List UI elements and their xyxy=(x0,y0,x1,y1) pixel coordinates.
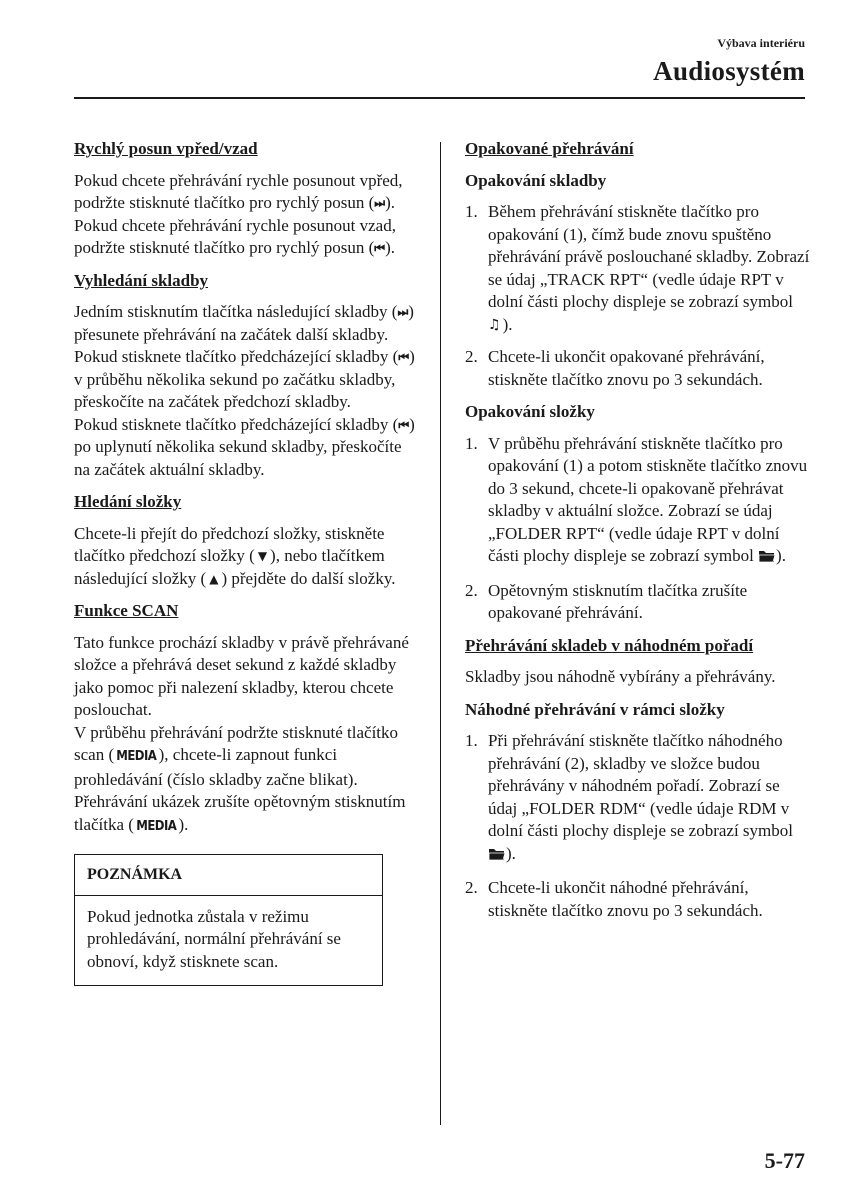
folder-random-steps xyxy=(465,730,810,922)
left-column xyxy=(74,138,419,986)
step-text-end: ). xyxy=(776,546,786,565)
scan-text-2a: V průběhu přehrávání podržte stisknuté tlačítko scan ( xyxy=(74,722,399,764)
step-text: Chcete-li ukončit náhodné přehrávání, stiskněte tlačítko znovu po 3 sekundách. xyxy=(488,878,763,920)
step-text-end: ). xyxy=(506,843,516,863)
page-number: 5-77 xyxy=(764,1148,805,1173)
scan-text xyxy=(74,632,419,839)
heading-scan: Funkce SCAN xyxy=(74,601,179,620)
step-text: Při přehrávání stiskněte tlačítko náhodného přehrávání (2), skladby ve složce budou přehrávány v náhodném pořadí. Zobrazí se údaj „FOLDER RDM“ (vedle údaje RDM v dolní části plochy displeje se zobrazí symbol xyxy=(488,731,793,840)
random-intro: Skladby jsou náhodně vybírány a přehrávány. xyxy=(465,667,776,686)
media-button-icon: MEDIA xyxy=(116,749,157,764)
folder-down-icon: ▼ xyxy=(257,549,268,563)
music-note-icon: ♫ xyxy=(488,316,501,333)
subheading-folder-random: Náhodné přehrávání v rámci složky xyxy=(465,699,725,719)
subheading-track-repeat: Opakování skladby xyxy=(465,170,607,190)
list-item xyxy=(465,433,810,570)
scan-text-2c: ). xyxy=(178,814,189,834)
search-text-1b: ) přesunete přehrávání na začátek další skladby. xyxy=(74,302,414,344)
heading-random: Přehrávání skladeb v náhodném pořadí xyxy=(465,635,754,655)
prev-track-icon: ⏮ xyxy=(374,241,384,255)
folder-text-1b: ), nebo tlačítkem následující složky ( xyxy=(74,546,385,588)
list-item xyxy=(465,346,810,391)
note-body: Pokud jednotka zůstala v režimu prohledávání, normální přehrávání se obnoví, když stisknete scan. xyxy=(87,906,341,971)
step-number: 2. xyxy=(465,347,478,366)
folder-text-1c: ) přejděte do další složky. xyxy=(221,568,396,588)
step-number: 2. xyxy=(465,580,478,600)
search-text-3a: Pokud stisknete tlačítko předcházející skladby ( xyxy=(74,414,399,434)
header-rule xyxy=(74,97,805,99)
list-item xyxy=(465,201,810,336)
prev-track-icon: ⏮ xyxy=(398,350,408,364)
right-column xyxy=(465,138,810,932)
folder-repeat-steps xyxy=(465,433,810,625)
header-section: Výbava interiéru xyxy=(717,36,805,50)
step-text-end: ). xyxy=(502,314,513,334)
track-repeat-steps xyxy=(465,201,810,391)
next-track-icon: ⏭ xyxy=(374,196,384,210)
step-text: V průběhu přehrávání stiskněte tlačítko pro opakování (1) a potom stiskněte tlačítko znovu do 3 sekund, chcete-li opakovaně přehrávat skladby v aktuální složce. Zobrazí se údaj „FOLDER RPT“ (vedle údaje RPT v dolní části plochy displeje se zobrazí symbol xyxy=(488,433,808,565)
list-item xyxy=(465,877,810,922)
next-track-icon: ⏭ xyxy=(397,305,407,319)
step-text: Během přehrávání stiskněte tlačítko pro opakování (1), čímž bude znovu spuštěno přehrávání právě poslouchané skladby. Zobrazí se údaj „TRACK RPT“ (vedle údaje RPT v dolní části plochy displeje se zobrazí symbol xyxy=(488,202,810,311)
list-item xyxy=(465,730,810,867)
scan-text-2b: ), chcete-li zapnout funkci prohledávání (číslo skladby začne blikat). Přehrávání ukázek zrušíte opětovným stisknutím tlačítka ( xyxy=(74,745,406,834)
search-text-1a: Jedním stisknutím tlačítka následující skladby ( xyxy=(74,302,398,321)
ff-text-2b: ). xyxy=(385,238,396,257)
search-text-2b: ) v průběhu několika sekund po začátku skladby, přeskočíte na začátek předchozí skladby. xyxy=(74,347,415,411)
folder-text-1a: Chcete-li přejít do předchozí složky, stiskněte tlačítko předchozí složky ( xyxy=(74,523,385,565)
list-item xyxy=(465,580,810,625)
ff-text-1a: Pokud chcete přehrávání rychle posunout vpřed, podržte stisknuté tlačítko pro rychlý posun ( xyxy=(74,170,403,212)
step-number: 1. xyxy=(465,731,478,750)
step-number: 1. xyxy=(465,433,478,453)
heading-track-search: Vyhledání skladby xyxy=(74,270,209,290)
note-heading: POZNÁMKA xyxy=(75,855,382,896)
folder-search-text xyxy=(74,523,419,591)
search-text-3b: ) po uplynutí několika sekund skladby, přeskočíte na začátek aktuální skladby. xyxy=(74,414,415,479)
step-number: 1. xyxy=(465,202,478,221)
folder-icon xyxy=(758,547,776,570)
ff-text-1b: ). xyxy=(385,193,396,212)
column-divider xyxy=(440,142,441,1125)
subheading-folder-repeat: Opakování složky xyxy=(465,402,595,421)
note-box xyxy=(74,854,383,986)
fast-forward-text xyxy=(74,170,419,260)
search-text-2a: Pokud stisknete tlačítko předcházející skladby ( xyxy=(74,347,399,366)
folder-up-icon: ▲ xyxy=(209,571,219,586)
heading-repeat: Opakované přehrávání xyxy=(465,139,634,158)
step-number: 2. xyxy=(465,878,478,897)
step-text: Chcete-li ukončit opakované přehrávání, stiskněte tlačítko znovu po 3 sekundách. xyxy=(488,347,765,389)
heading-fast-forward: Rychlý posun vpřed/vzad xyxy=(74,139,258,158)
prev-track-icon: ⏮ xyxy=(398,417,408,432)
page-title: Audiosystém xyxy=(653,56,805,86)
ff-text-2a: Pokud chcete přehrávání rychle posunout vzad, podržte stisknuté tlačítko pro rychlý posun ( xyxy=(74,215,396,257)
heading-folder-search: Hledání složky xyxy=(74,492,182,511)
media-button-icon: MEDIA xyxy=(136,818,177,834)
step-text: Opětovným stisknutím tlačítka zrušíte opakované přehrávání. xyxy=(488,580,748,622)
folder-icon xyxy=(488,845,506,868)
scan-text-1: Tato funkce prochází skladby v právě přehrávané složce a přehrává deset sekund z každé skladby jako pomoc při nalezení skladby, kterou chcete poslouchat. xyxy=(74,632,409,719)
track-search-text xyxy=(74,301,419,481)
